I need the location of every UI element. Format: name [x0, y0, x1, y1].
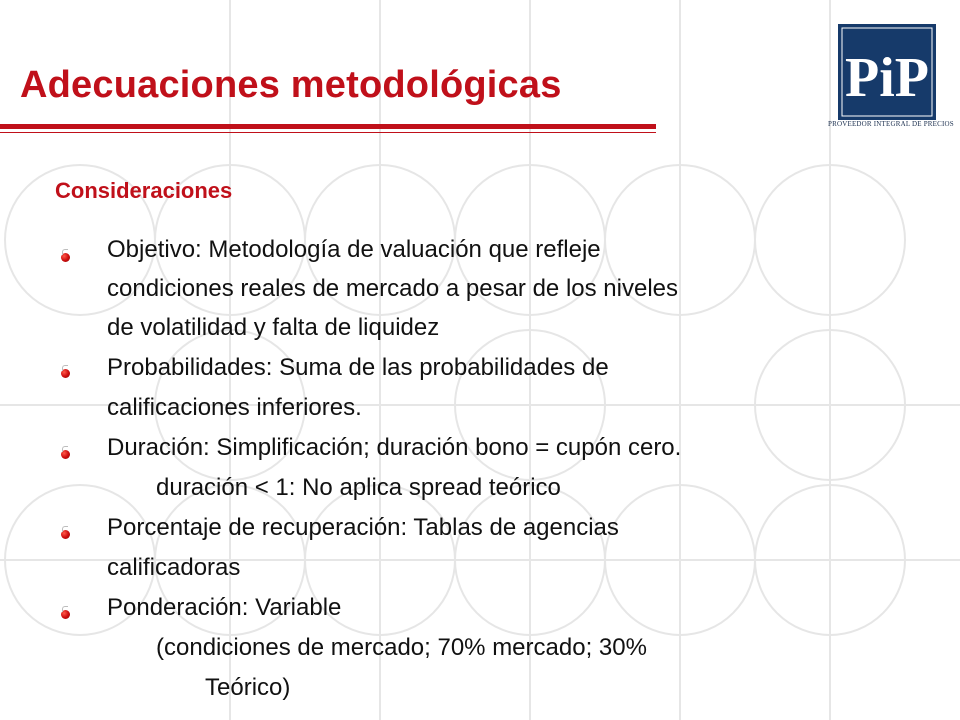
- logo-tagline: PROVEEDOR INTEGRAL DE PRECIOS: [828, 120, 954, 128]
- logo-text: PiP: [845, 47, 929, 109]
- bullet-icon: [61, 530, 70, 539]
- pip-logo: [838, 24, 936, 120]
- bullet-icon: [61, 369, 70, 378]
- bullet-line: Teórico): [205, 674, 291, 701]
- bullet-line: calificadoras: [107, 554, 241, 581]
- bullet-line: duración < 1: No aplica spread teórico: [156, 474, 561, 501]
- bullet-line: condiciones reales de mercado a pesar de los niveles: [107, 275, 678, 302]
- bullet-line: Probabilidades: Suma de las probabilidades de: [107, 354, 609, 381]
- bullet-line: de volatilidad y falta de liquidez: [107, 314, 440, 341]
- title-underline: [0, 124, 656, 129]
- bullet-icon: [61, 610, 70, 619]
- title-underline-thin: [0, 132, 656, 133]
- bullet-line: Ponderación: Variable: [107, 594, 342, 621]
- bullet-line: Objetivo: Metodología de valuación que refleje: [107, 236, 601, 263]
- bullet-icon: [61, 450, 70, 459]
- bullet-line: Duración: Simplificación; duración bono = cupón cero.: [107, 434, 682, 461]
- bullet-line: (condiciones de mercado; 70% mercado; 30%: [156, 634, 647, 661]
- section-subtitle: Consideraciones: [55, 178, 233, 203]
- slide-title: Adecuaciones metodológicas: [20, 64, 562, 106]
- bullet-icon: [61, 253, 70, 262]
- bullet-line: calificaciones inferiores.: [107, 394, 362, 421]
- bullet-line: Porcentaje de recuperación: Tablas de agencias: [107, 514, 619, 541]
